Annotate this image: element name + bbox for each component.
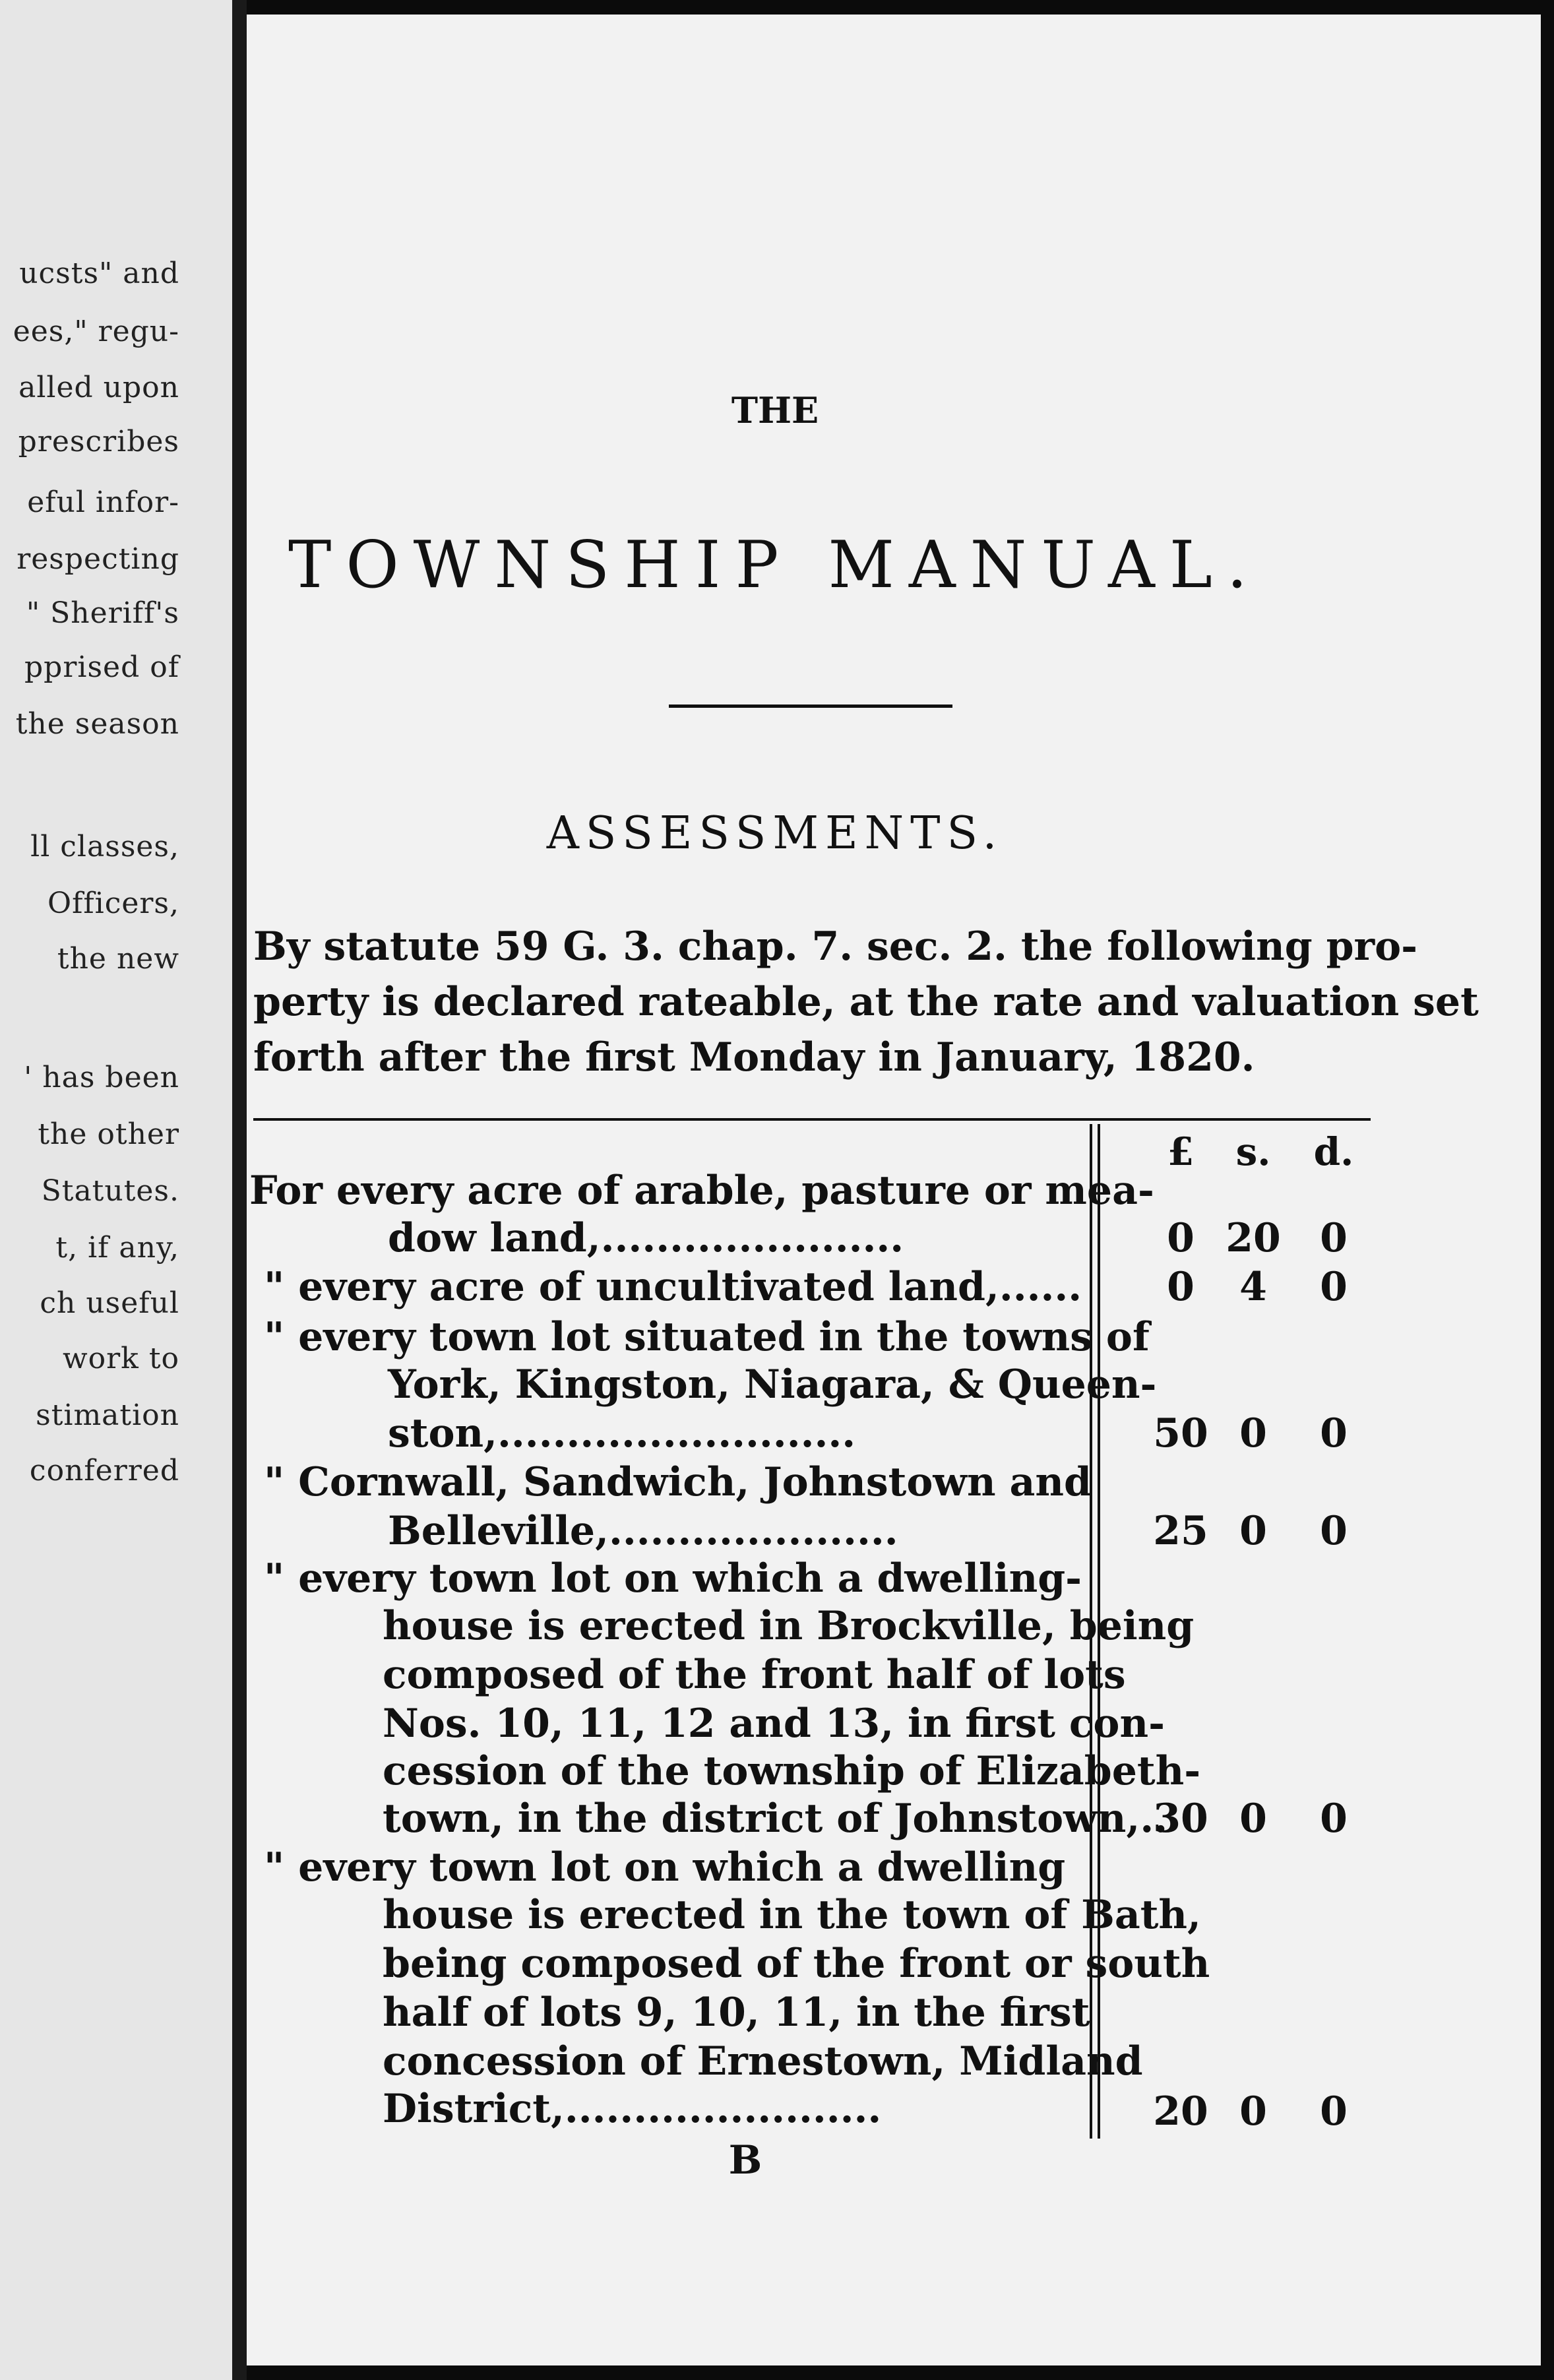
intro-line: perty is declared rateable, at the rate and valuation set [253,979,1479,1025]
table-line: Belleville,..................... [388,1508,898,1554]
table-line: District,....................... [383,2086,882,2132]
section-heading: ASSESSMENTS. [546,807,1004,860]
page-title: TOWNSHIP MANUAL. [288,528,1262,603]
value-pounds: 30 [1153,1796,1208,1842]
table-line: cession of the township of Elizabeth- [383,1748,1201,1794]
left-page-line: ll classes, [30,830,179,863]
left-page-line: Statutes. [41,1174,179,1208]
value-pence: 0 [1320,2088,1348,2135]
table-line: house is erected in the town of Bath, [383,1892,1201,1938]
value-pounds: 20 [1153,2088,1208,2135]
table-line: " every acre of uncultivated land,...... [264,1264,1082,1310]
table-line: concession of Ernestown, Midland [383,2038,1143,2084]
left-page-line: alled upon [18,371,179,404]
value-pence: 0 [1320,1215,1348,1261]
left-page-line: conferred [29,1454,179,1488]
left-page-line: Officers, [47,887,179,920]
value-pounds: 25 [1153,1508,1208,1554]
left-page-line: ees," regu- [13,315,179,348]
left-page-line: eful infor- [27,485,179,519]
value-shillings: 0 [1239,1508,1267,1554]
value-pence: 0 [1320,1264,1348,1310]
value-pence: 0 [1320,1796,1348,1842]
value-pence: 0 [1320,1410,1348,1456]
value-pounds: 0 [1167,1264,1195,1310]
left-page-line: ucsts" and [19,257,179,290]
left-page-line: the other [38,1117,179,1151]
column-header-shillings: s. [1235,1129,1271,1174]
left-page-line: t, if any, [55,1231,179,1265]
value-shillings: 0 [1239,2088,1267,2135]
value-shillings: 20 [1226,1215,1281,1261]
table-line: house is erected in Brockville, being [383,1603,1195,1649]
table-line: composed of the front half of lots [383,1652,1126,1698]
title-divider [669,705,952,708]
left-page-line: respecting [16,542,179,576]
table-line: For every acre of arable, pasture or mea- [249,1168,1154,1214]
left-page-line: work to [62,1342,179,1375]
left-page-line: prescribes [18,425,179,458]
left-page-line: " Sheriff's [26,596,179,630]
pre-title: THE [731,389,819,431]
left-page-line: the season [15,707,179,741]
value-shillings: 0 [1239,1410,1267,1456]
column-header-pence: d. [1313,1129,1354,1174]
left-page-line: ch useful [40,1286,179,1320]
table-line: " every town lot on which a dwelling- [264,1555,1082,1602]
table-line: dow land,...................... [388,1215,904,1261]
value-pounds: 50 [1153,1410,1208,1456]
table-top-rule [253,1118,1371,1121]
book-gutter [232,0,247,2380]
intro-line: forth after the first Monday in January, 1820. [253,1034,1255,1080]
table-line: York, Kingston, Niagara, & Queen- [388,1362,1157,1408]
left-page-line: ' has been [24,1061,179,1094]
table-line: being composed of the front or south [383,1941,1210,1987]
left-page-line: pprised of [24,650,179,684]
left-facing-page [0,0,232,2380]
value-shillings: 4 [1239,1264,1267,1310]
table-line: half of lots 9, 10, 11, in the first [383,1989,1090,2036]
left-page-line: stimation [36,1398,179,1432]
table-line: Nos. 10, 11, 12 and 13, in first con- [383,1701,1165,1747]
value-shillings: 0 [1239,1796,1267,1842]
intro-line: By statute 59 G. 3. chap. 7. sec. 2. the following pro- [253,924,1418,970]
value-pence: 0 [1320,1508,1348,1554]
left-page-line: the new [57,942,179,976]
table-line: " every town lot situated in the towns of [264,1314,1150,1360]
column-header-pounds: £ [1167,1129,1195,1174]
table-line: " every town lot on which a dwelling [264,1844,1066,1891]
table-line: " Cornwall, Sandwich, Johnstown and [264,1459,1092,1505]
table-line: ston,.......................... [388,1410,856,1456]
table-line: town, in the district of Johnstown,.. [383,1796,1168,1842]
value-pounds: 0 [1167,1215,1195,1261]
signature-mark: B [728,2137,762,2183]
